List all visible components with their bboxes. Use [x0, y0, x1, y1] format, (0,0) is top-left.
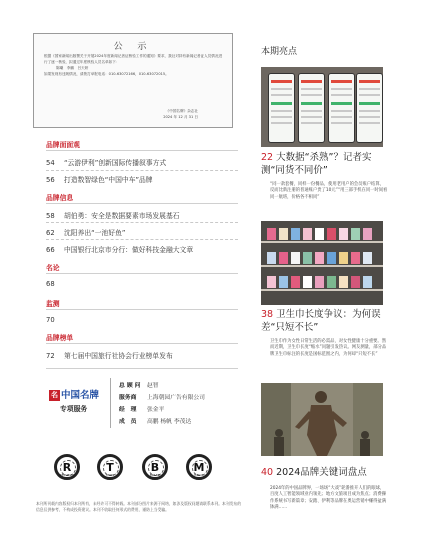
- toc-item[interactable]: [46, 280, 64, 288]
- toc-item-title: 中国银行北京市分行：做好科技金融大文章: [64, 246, 194, 254]
- article-page: 22: [261, 152, 274, 163]
- public-notice: [33, 33, 233, 128]
- notice-signature: [163, 108, 198, 120]
- divider: [110, 378, 111, 428]
- toc-page: 68: [46, 280, 55, 288]
- notice-body: [44, 53, 224, 77]
- toc-page: 56: [46, 176, 55, 184]
- article-page: 38: [261, 309, 274, 320]
- notice-org: 《中国名牌》杂志社: [165, 109, 198, 113]
- article-headline-text: 大数据“杀熟”？记者实测“同货不同价”: [261, 152, 372, 176]
- toc-item-title: 沈阳养出“一池好鱼”: [64, 229, 126, 237]
- statue-scene-graphic: [261, 383, 383, 456]
- phone-graphic: [328, 73, 355, 143]
- toc-section-title: 名论: [46, 264, 60, 272]
- toc-item[interactable]: [46, 316, 64, 324]
- notice-paragraph: 根据《国家新闻出版署关于开展2024年度新闻记者证核验工作的通知》要求，我社对持有新闻记者证人员情况进行了逐一核验，拟通过年度核验人员名单如下：: [44, 54, 223, 64]
- highlights-title: 本期亮点: [261, 47, 298, 57]
- staff-role: 经 理: [119, 407, 137, 413]
- toc-section-title: 品牌榜单: [46, 334, 74, 342]
- divider: [46, 150, 238, 151]
- seal-letter: M: [193, 461, 205, 474]
- divider: [46, 170, 238, 171]
- toc-item-title: 打造数智绿色“中国中车”品牌: [64, 176, 153, 184]
- toc-item[interactable]: [46, 174, 153, 184]
- toc-page: 66: [46, 246, 55, 254]
- staff-role: 服务商: [119, 395, 137, 401]
- staff-name: 赵智: [147, 383, 159, 389]
- article-summary: 卫生巾作为女性日常生活的必需品，对女性健康十分重要。然而近期，卫生巾长度“缩水”问题引发热议。网友测量，部分品牌卫生巾标注的长度是国标范围之内，为何却“只短不长”: [270, 339, 387, 357]
- notice-paragraph: 如果发现有违规情况，请拨打举报电话：010-63072166，010-63072015。: [44, 72, 169, 76]
- article-summary: “同一款套餐，同样一份餐品，使用老用户的会员账户结算，反而比新注册的普通账户贵了10元”“用三部手机在同一时间看同一航班，价格各不相同”: [270, 182, 388, 200]
- divider: [46, 222, 238, 223]
- logo-text: 中国名牌: [61, 390, 100, 401]
- seal-caption: BRAND: [149, 474, 161, 477]
- toc-page: 62: [46, 229, 55, 237]
- article-headline[interactable]: [261, 466, 391, 479]
- divider: [46, 368, 238, 369]
- staff-name: 上海朝园广告有限公司: [147, 395, 205, 401]
- seal-letter: B: [150, 461, 160, 474]
- divider: [46, 343, 238, 344]
- toc-section-title: 品牌信息: [46, 194, 74, 202]
- toc-item-title: 第七届中国旅行社协会行业榜单发布: [64, 352, 173, 360]
- phone-graphic: [268, 73, 295, 143]
- article-photo-statue: [261, 383, 383, 456]
- staff-name: 高鹏 杨帆 李茂达: [147, 419, 192, 425]
- divider: [46, 239, 238, 240]
- divider: [46, 273, 238, 274]
- disclaimer: 本刊所刊载内容版权归本刊所有，未经许可不得转载。本刊部分图片来源于网络，如涉及版权问题请联系本刊。本刊发布的信息仅供参考，不构成投资建议。本刊不收取任何形式的费用，谨防上当受骗。: [36, 501, 242, 512]
- staff-role: 总 顾 问: [119, 383, 141, 389]
- phone-graphic: [298, 73, 325, 143]
- staff-name: 张金平: [147, 407, 165, 413]
- seal-b-icon: [142, 454, 168, 480]
- toc-item-title: 胡伯勇：安全是数据要素市场发展基石: [64, 212, 180, 220]
- toc-item[interactable]: [46, 157, 166, 167]
- seal-caption: MEDIA: [194, 474, 204, 477]
- staff-row: [119, 416, 191, 425]
- seal-t-icon: [97, 454, 123, 480]
- seal-r-icon: [54, 454, 80, 480]
- toc-page: 54: [46, 159, 55, 167]
- divider: [46, 203, 238, 204]
- staff-row: [119, 380, 159, 389]
- staff-row: [119, 404, 164, 413]
- toc-page: 58: [46, 212, 55, 220]
- article-headline[interactable]: [261, 151, 391, 177]
- article-headline[interactable]: [261, 308, 391, 334]
- seal-m-icon: [186, 454, 212, 480]
- toc-item[interactable]: [46, 210, 180, 220]
- seal-caption: REPUBLIC: [59, 474, 75, 477]
- toc-section-title: 品牌面面观: [46, 141, 80, 149]
- notice-names: 陈曦 李鹏 吕天妍: [56, 66, 89, 70]
- phone-graphic: [356, 73, 383, 143]
- brand-logo: [49, 387, 99, 401]
- seal-letter: R: [62, 461, 72, 474]
- notice-date: 2024 年 12 月 31 日: [163, 115, 198, 119]
- toc-page: 70: [46, 316, 55, 324]
- article-photo-phones: [261, 67, 383, 147]
- article-headline-text: 2024品牌关键词盘点: [276, 467, 367, 478]
- seal-letter: T: [106, 461, 114, 474]
- toc-item[interactable]: [46, 244, 193, 254]
- toc-item[interactable]: [46, 350, 173, 360]
- toc-item[interactable]: [46, 227, 125, 237]
- staff-row: [119, 392, 205, 401]
- notice-title: 公 示: [113, 42, 153, 52]
- article-photo-shelves: [261, 221, 383, 305]
- toc-item-title: “云游伊利”创新国际传播叙事方式: [64, 159, 167, 167]
- toc-page: 72: [46, 352, 55, 360]
- divider: [46, 309, 238, 310]
- article-page: 40: [261, 467, 274, 478]
- article-summary: 2024年的中国品牌界，一场场“大戏”轮番推开人们的眼球，百度人工智能领域业内领先；地方文旅项目成为焦点；消费操作系统书写新篇章；安踏、伊利等品牌在奥运营销中赚得盆满钵满……: [270, 486, 387, 510]
- toc-section-title: 监测: [46, 300, 60, 308]
- logo-mark-icon: 名: [51, 391, 58, 399]
- service-label: 专项服务: [60, 405, 88, 413]
- seal-caption: THINK: [105, 474, 115, 477]
- article-headline-text: 卫生巾长度争议：为何误差“只短不长”: [261, 309, 381, 333]
- staff-role: 成 员: [119, 419, 137, 425]
